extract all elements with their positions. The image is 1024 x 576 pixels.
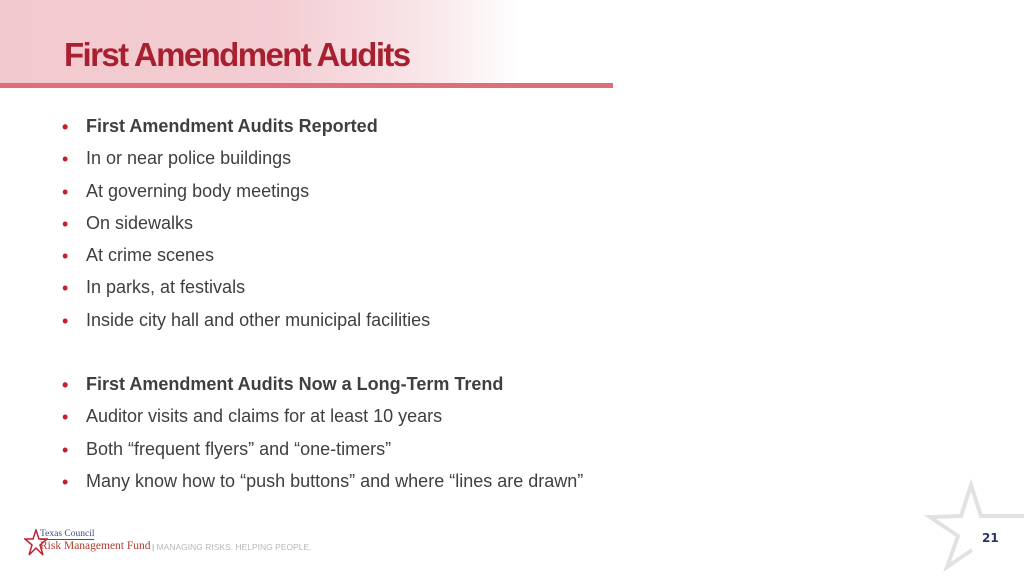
spacer	[62, 340, 583, 372]
decorative-star-icon	[900, 470, 1024, 576]
bullet-item: • At governing body meetings	[62, 180, 310, 202]
bullet-item: • In parks, at festivals	[62, 277, 246, 299]
title-underline	[0, 83, 613, 88]
bullet-dot-icon: •	[62, 117, 69, 137]
bullet-dot-icon: •	[62, 439, 69, 460]
bullet-list	[62, 114, 583, 501]
bullet-dot-icon: •	[62, 246, 69, 267]
bullet-dot-icon: •	[62, 181, 69, 202]
page-number: 21	[982, 531, 999, 545]
bullet-dot-icon: •	[62, 149, 69, 170]
bullet-dot-icon: •	[62, 310, 69, 331]
bullet-item: • Many know how to “push buttons” and where “lines are drawn”	[62, 470, 584, 492]
bullet-item: • First Amendment Audits Reported	[62, 116, 378, 137]
slide-title: First Amendment Audits	[64, 36, 410, 73]
logo-line1: Texas Council	[40, 529, 95, 539]
bullet-item: • Both “frequent flyers” and “one-timers”	[62, 438, 392, 460]
logo-line2: Risk Management Fund	[40, 540, 151, 552]
bullet-dot-icon: •	[62, 213, 69, 234]
bullet-item: • Inside city hall and other municipal facilities	[62, 309, 431, 331]
bullet-dot-icon: •	[62, 471, 69, 492]
bullet-item: • At crime scenes	[62, 245, 215, 267]
tagline: | MANAGING RISKS. HELPING PEOPLE.	[152, 542, 312, 552]
bullet-dot-icon: •	[62, 407, 69, 428]
bullet-item: • First Amendment Audits Now a Long-Term Trend	[62, 374, 504, 396]
bullet-item: • Auditor visits and claims for at least 10 years	[62, 406, 443, 428]
bullet-item: • On sidewalks	[62, 212, 194, 234]
bullet-item: • In or near police buildings	[62, 148, 292, 170]
bullet-dot-icon: •	[62, 375, 69, 396]
bullet-dot-icon: •	[62, 278, 69, 299]
